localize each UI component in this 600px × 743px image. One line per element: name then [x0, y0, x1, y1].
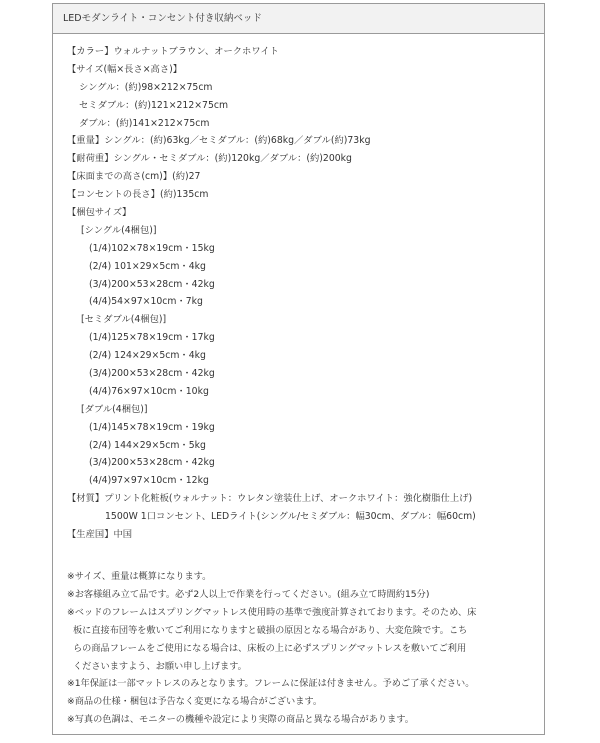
material-line: 【材質】プリント化粧板(ウォルナット：ウレタン塗装仕上げ、オークホワイト：強化樹脂仕上げ): [67, 493, 473, 505]
package-item: (1/4)125×78×19cm・17kg: [89, 332, 215, 344]
package-item: (3/4)200×53×28cm・42kg: [89, 457, 215, 469]
floor-height-line: 【床面までの高さ(cm)】(約)27: [67, 171, 201, 183]
weight-line: 【重量】シングル：(約)63kg／セミダブル：(約)68kg／ダブル(約)73kg: [67, 135, 371, 147]
note-photo-color: ※写真の色調は、モニターの機種や設定により実際の商品と異なる場合があります。: [67, 714, 414, 726]
package-item: (2/4) 101×29×5cm・4kg: [89, 260, 206, 272]
package-header: 【梱包サイズ】: [67, 207, 132, 219]
size-semidouble: セミダブル：(約)121×212×75cm: [79, 99, 229, 111]
package-item: (4/4)54×97×10cm・7kg: [89, 296, 203, 308]
package-label-semidouble: [セミダブル(4梱包)]: [81, 314, 167, 326]
load-line: 【耐荷重】シングル・セミダブル：(約)120kg／ダブル：(約)200kg: [67, 153, 352, 165]
package-item: (3/4)200×53×28cm・42kg: [89, 278, 215, 290]
package-item: (2/4) 144×29×5cm・5kg: [89, 439, 206, 451]
package-item: (1/4)145×78×19cm・19kg: [89, 421, 215, 433]
spec-title: LEDモダンライト・コンセント付き収納ベッド: [53, 4, 544, 34]
note-spec-change: ※商品の仕様・梱包は予告なく変更になる場合がございます。: [67, 696, 323, 708]
note-assembly: ※お客様組み立て品です。必ず2人以上で作業を行ってください。(組み立て時間約15分): [67, 588, 430, 600]
package-label-double: [ダブル(4梱包)]: [81, 403, 148, 415]
spec-table: [52, 3, 545, 735]
package-label-single: [シングル(4梱包)]: [81, 224, 157, 236]
size-header: 【サイズ(幅×長さ×高さ)】: [67, 63, 183, 75]
note-frame-warning: ※ベッドのフレームはスプリングマットレス使用時の基準で強度計算されております。そのため、床: [67, 606, 477, 618]
package-item: (3/4)200×53×28cm・42kg: [89, 368, 215, 380]
color-line: 【カラー】ウォルナットブラウン、オークホワイト: [67, 46, 279, 57]
cord-length-line: 【コンセントの長さ】(約)135cm: [67, 189, 209, 201]
power-line: 1500W 1口コンセント、LEDライト(シングル/セミダブル：幅30cm、ダブル：幅60cm): [105, 511, 476, 523]
notes-section: [67, 568, 540, 729]
note-frame-warning-cont: 板に直接布団等を敷いてご利用になりますと破損の原因となる場合があり、大変危険です。こち: [73, 624, 468, 636]
size-double: ダブル：(約)141×212×75cm: [79, 117, 210, 129]
package-item: (4/4)97×97×10cm・12kg: [89, 475, 209, 487]
note-warranty: ※1年保証は一部マットレスのみとなります。フレームに保証は付きません。予めご了承ください。: [67, 678, 475, 690]
spec-body: [67, 43, 540, 544]
package-item: (1/4)102×78×19cm・15kg: [89, 242, 215, 254]
note-size-weight: ※サイズ、重量は概算になります。: [67, 571, 212, 582]
package-item: (4/4)76×97×10cm・10kg: [89, 385, 209, 397]
package-item: (2/4) 124×29×5cm・4kg: [89, 350, 206, 362]
origin-line: 【生産国】中国: [67, 529, 133, 541]
note-frame-warning-cont: らの商品フレームをご使用になる場合は、床板の上に必ずスプリングマットレスを敷いてご利用: [73, 642, 467, 654]
size-single: シングル：(約)98×212×75cm: [79, 81, 213, 93]
note-frame-warning-cont: くださいますよう、お願い申し上げます。: [73, 660, 247, 672]
